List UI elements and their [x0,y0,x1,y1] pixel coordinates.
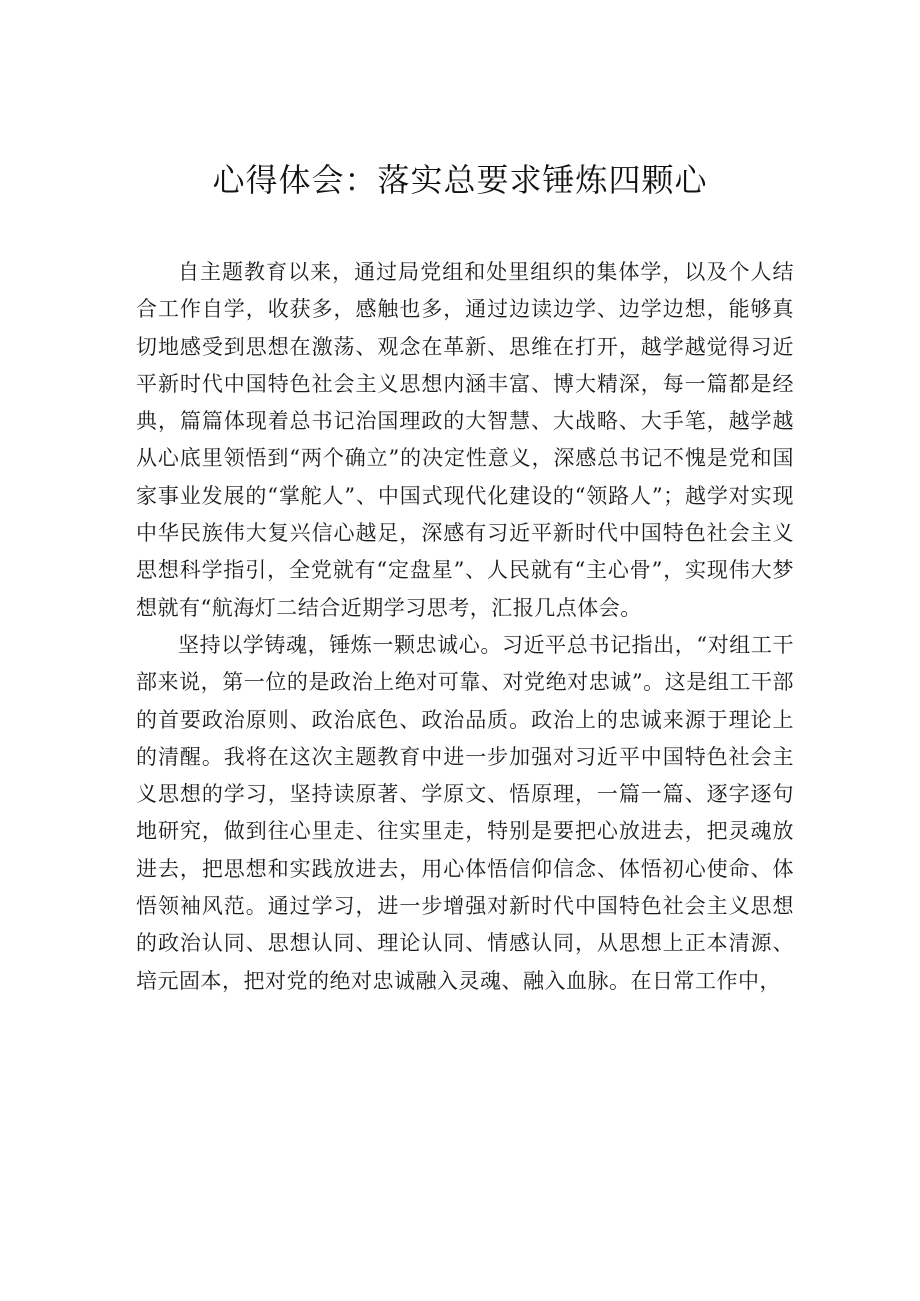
document-title: 心得体会：落实总要求锤炼四颗心 [212,161,708,199]
paragraph-loyalty: 坚持以学铸魂，锤炼一颗忠诚心。习近平总书记指出，“对组工干部来说，第一位的是政治上绝对可靠、对党绝对忠诚”。这是组工干部的首要政治原则、政治底色、政治品质。政治上的忠诚来源于理论上的清醒。我将在这次主题教育中进一步加强对习近平中国特色社会主义思想的学习，坚持读原著、学原文、悟原理，一篇一篇、逐字逐句地研究，做到往心里走、往实里走，特别是要把心放进去，把灵魂放进去，把思想和实践放进去，用心体悟信仰信念、体悟初心使命、体悟领袖风范。通过学习，进一步增强对新时代中国特色社会主义思想的政治认同、思想认同、理论认同、情感认同，从思想上正本清源、培元固本，把对党的绝对忠诚融入灵魂、融入血脉。在日常工作中， [136,632,794,993]
document-body [136,254,794,1000]
paragraph-intro: 自主题教育以来，通过局党组和处里组织的集体学，以及个人结合工作自学，收获多，感触也多，通过边读边学、边学边想，能够真切地感受到思想在激荡、观念在革新、思维在打开，越学越觉得习近平新时代中国特色社会主义思想内涵丰富、博大精深，每一篇都是经典，篇篇体现着总书记治国理政的大智慧、大战略、大手笔，越学越从心底里领悟到“两个确立”的决定性意义，深感总书记不愧是党和国家事业发展的“掌舵人”、中国式现代化建设的“领路人”；越学对实现中华民族伟大复兴信心越足，深感有习近平新时代中国特色社会主义思想科学指引，全党就有“定盘星”、人民就有“主心骨”，实现伟大梦想就有“航海灯二结合近期学习思考，汇报几点体会。 [136,260,794,620]
